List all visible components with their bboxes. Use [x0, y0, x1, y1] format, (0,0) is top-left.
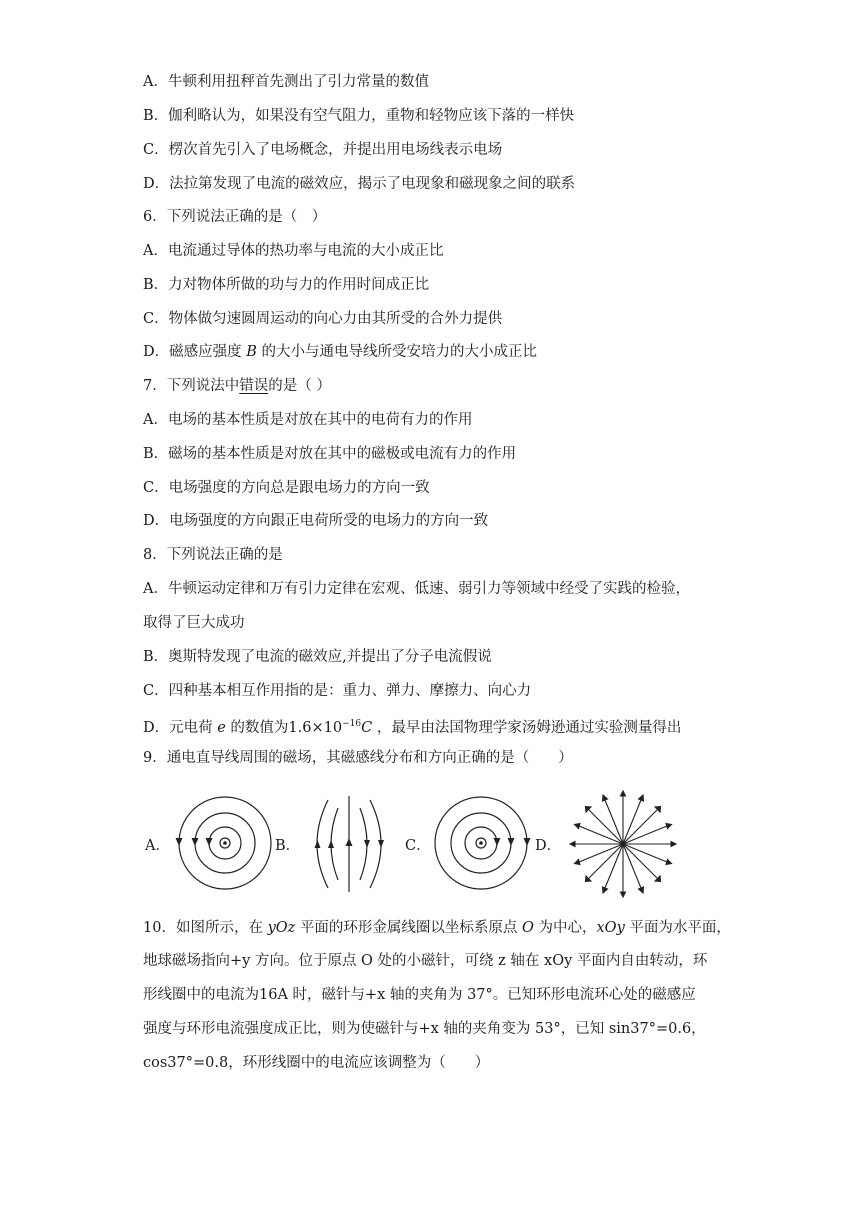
q7-stem-underlined: 错误	[239, 378, 269, 394]
q8-stem: 8．下列说法正确的是	[143, 547, 283, 563]
q10-line-2: 地球磁场指向+y 方向。位于原点 O 处的小磁针，可绕 z 轴在 xOy 平面内自由转动，环	[143, 953, 708, 969]
q8-d-post: ，最早由法国物理学家汤姆逊通过实验测量得出	[372, 720, 682, 736]
figure-c-concentric-field	[431, 786, 531, 902]
figure-a-concentric-field	[173, 786, 273, 902]
q10-line-3: 形线圈中的电流为16A 时，磁针与+x 轴的夹角为 37°。已知环形电流环心处的磁感应	[143, 987, 696, 1003]
q8-d-exponent: −16	[342, 719, 362, 729]
q6-option-d	[143, 342, 537, 362]
q8-d-var: e	[217, 720, 226, 736]
q9-figure-row	[143, 786, 703, 902]
q7-option-a: A．电场的基本性质是对放在其中的电荷有力的作用	[143, 412, 473, 428]
q8-option-c: C．四种基本相互作用指的是：重力、弹力、摩擦力、向心力	[143, 683, 532, 699]
q5-option-d: D．法拉第发现了电流的磁效应，揭示了电现象和磁现象之间的联系	[143, 176, 576, 192]
q6-d-post: 的大小与通电导线所受安培力的大小成正比	[256, 344, 537, 360]
q10-line-5: cos37°=0.8，环形线圈中的电流应该调整为（ ）	[143, 1055, 490, 1071]
q8-d-pre: D．元电荷	[143, 720, 218, 736]
q6-d-var: B	[246, 344, 257, 360]
q6-option-c: C．物体做匀速圆周运动的向心力由其所受的合外力提供	[143, 311, 503, 327]
q10-l1-b: 平面的环形金属线圈以坐标系原点	[295, 920, 522, 936]
q9-label-b: B．	[275, 838, 301, 854]
q10-l1-xoy: xOy	[596, 920, 625, 936]
q7-option-b: B．磁场的基本性质是对放在其中的磁极或电流有力的作用	[143, 446, 517, 462]
figure-b-arc-field	[298, 786, 398, 902]
q7-stem-post: 的是（ ）	[268, 378, 331, 394]
q8-d-unit: C	[361, 720, 373, 736]
q7-option-d: D．电场强度的方向跟正电荷所受的电场力的方向一致	[143, 513, 489, 529]
q8-option-a-line1: A．牛顿运动定律和万有引力定律在宏观、低速、弱引力等领域中经受了实践的检验，	[143, 581, 690, 597]
q6-option-b: B．力对物体所做的功与力的作用时间成正比	[143, 277, 430, 293]
q6-d-pre: D．磁感应强度	[143, 344, 247, 360]
q8-option-b: B．奥斯特发现了电流的磁效应,并提出了分子电流假说	[143, 649, 492, 665]
q7-stem	[143, 376, 331, 396]
q10-l1-a: 10．如图所示，在	[143, 920, 268, 936]
q10-line-1	[143, 918, 731, 938]
q5-option-c: C．楞次首先引入了电场概念，并提出用电场线表示电场	[143, 142, 503, 158]
q10-l1-yoz: yOz	[267, 920, 296, 936]
q6-stem: 6．下列说法正确的是（ ）	[143, 209, 327, 225]
q10-l1-c: 为中心，	[533, 920, 597, 936]
figure-d-radial-field	[563, 786, 683, 902]
q7-option-c: C．电场强度的方向总是跟电场力的方向一致	[143, 480, 430, 496]
q10-line-4: 强度与环形电流强度成正比，则为使磁针与+x 轴的夹角变为 53°，已知 sin37°=0.6，	[143, 1021, 706, 1037]
q6-option-a: A．电流通过导体的热功率与电流的大小成正比	[143, 243, 444, 259]
q8-d-mid: 的数值为1.6×10	[225, 720, 343, 736]
q8-option-d	[143, 714, 681, 734]
q5-option-b: B．伽利略认为，如果没有空气阻力，重物和轻物应该下落的一样快	[143, 108, 575, 124]
q10-l1-o: O	[522, 920, 534, 936]
q9-label-d: D．	[535, 838, 562, 854]
q5-option-a: A．牛顿利用扭秤首先测出了引力常量的数值	[143, 74, 429, 90]
q9-label-a: A．	[145, 838, 170, 854]
q9-label-c: C．	[405, 838, 431, 854]
q8-option-a-line2: 取得了巨大成功	[143, 615, 245, 631]
q7-stem-pre: 7．下列说法中	[143, 378, 240, 394]
q10-l1-d: 平面为水平面，	[624, 920, 731, 936]
q9-stem: 9．通电直导线周围的磁场，其磁感线分布和方向正确的是（ ）	[143, 750, 573, 766]
